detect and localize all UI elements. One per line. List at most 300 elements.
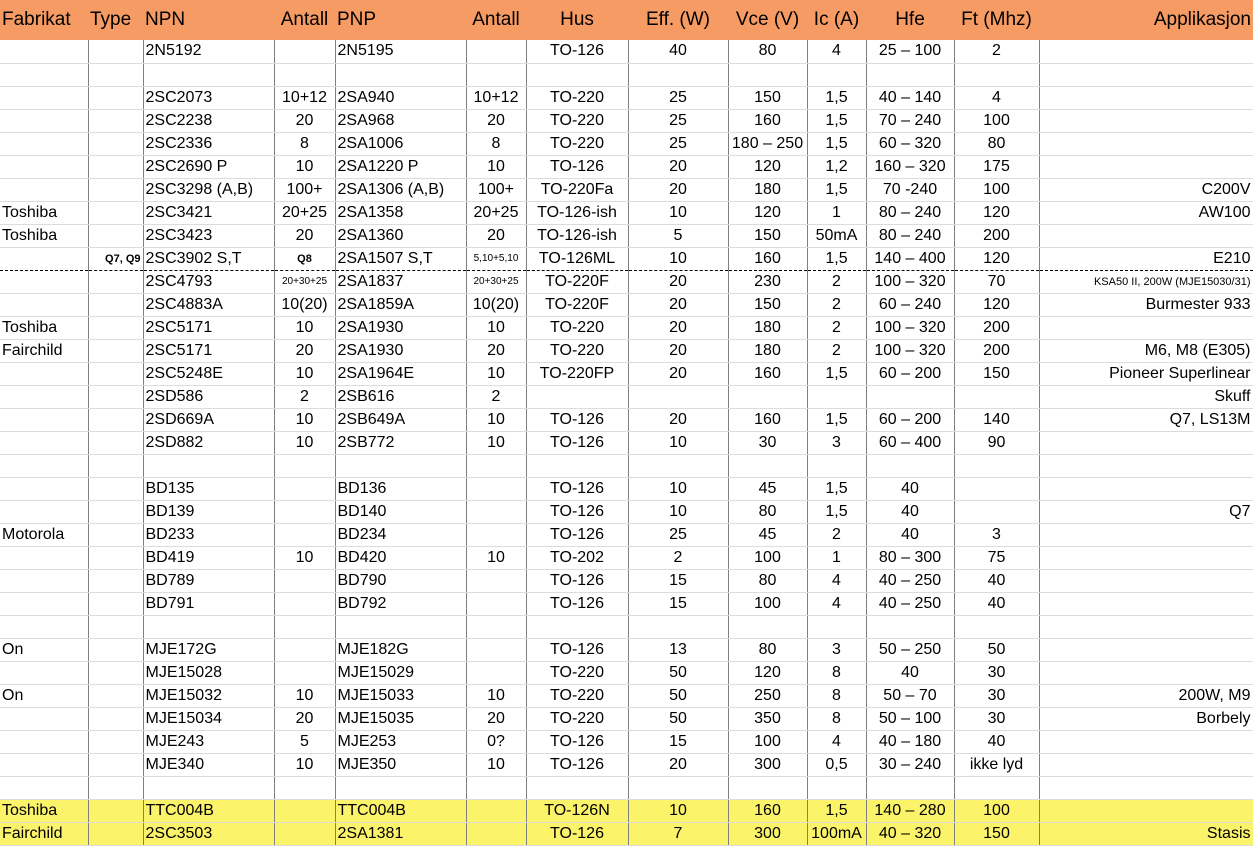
cell-antall-npn[interactable]: 10	[274, 546, 335, 569]
cell-hfe[interactable]: 70 – 240	[866, 109, 954, 132]
cell-ft[interactable]: 3	[954, 523, 1039, 546]
cell-antall-npn[interactable]: 8	[274, 132, 335, 155]
cell-npn[interactable]: BD789	[143, 569, 274, 592]
header-type[interactable]: Type	[90, 9, 132, 30]
cell-hus[interactable]: TO-126	[526, 155, 628, 178]
cell-ft[interactable]: 150	[954, 822, 1039, 845]
cell-hfe[interactable]: 100 – 320	[866, 270, 954, 293]
cell-hus[interactable]: TO-220	[526, 339, 628, 362]
cell-pnp[interactable]: 2N5195	[335, 40, 466, 63]
cell-ft[interactable]	[954, 454, 1039, 477]
cell-npn[interactable]: 2SD586	[143, 385, 274, 408]
cell-fabrikat[interactable]	[0, 247, 88, 270]
cell-ft[interactable]	[954, 63, 1039, 86]
header-hfe[interactable]: Hfe	[895, 9, 925, 30]
cell-eff[interactable]: 25	[628, 109, 728, 132]
cell-hus[interactable]	[526, 454, 628, 477]
cell-hfe[interactable]: 40 – 250	[866, 569, 954, 592]
cell-pnp[interactable]: MJE350	[335, 753, 466, 776]
cell-ft[interactable]: 40	[954, 730, 1039, 753]
cell-eff[interactable]: 5	[628, 224, 728, 247]
cell-type[interactable]	[88, 500, 143, 523]
cell-vce[interactable]: 180	[728, 316, 807, 339]
cell-eff[interactable]: 10	[628, 247, 728, 270]
cell-fabrikat[interactable]	[0, 293, 88, 316]
cell-eff[interactable]: 10	[628, 500, 728, 523]
cell-hus[interactable]: TO-220	[526, 109, 628, 132]
cell-hus[interactable]: TO-126	[526, 569, 628, 592]
cell-pnp[interactable]: 2SA1360	[335, 224, 466, 247]
cell-type[interactable]	[88, 569, 143, 592]
cell-type[interactable]	[88, 408, 143, 431]
cell-antall-npn[interactable]: 10	[274, 684, 335, 707]
cell-antall-npn[interactable]: 10	[274, 753, 335, 776]
cell-hfe[interactable]: 100 – 320	[866, 316, 954, 339]
cell-eff[interactable]: 13	[628, 638, 728, 661]
cell-antall-pnp[interactable]: 20	[466, 707, 526, 730]
cell-applikasjon[interactable]: Q7	[1039, 500, 1253, 523]
cell-fabrikat[interactable]	[0, 500, 88, 523]
cell-ic[interactable]: 1,5	[807, 477, 866, 500]
cell-eff[interactable]: 20	[628, 293, 728, 316]
cell-npn[interactable]: BD139	[143, 500, 274, 523]
cell-vce[interactable]: 230	[728, 270, 807, 293]
cell-pnp[interactable]: BD420	[335, 546, 466, 569]
cell-type[interactable]	[88, 201, 143, 224]
cell-ic[interactable]: 1,5	[807, 109, 866, 132]
cell-fabrikat[interactable]: Fairchild	[0, 339, 88, 362]
cell-antall-pnp[interactable]	[466, 661, 526, 684]
cell-applikasjon[interactable]	[1039, 753, 1253, 776]
cell-vce[interactable]	[728, 776, 807, 799]
cell-ft[interactable]: 4	[954, 86, 1039, 109]
cell-antall-pnp[interactable]	[466, 638, 526, 661]
cell-type[interactable]	[88, 822, 143, 845]
cell-hfe[interactable]: 80 – 240	[866, 201, 954, 224]
cell-type[interactable]	[88, 776, 143, 799]
cell-applikasjon[interactable]	[1039, 224, 1253, 247]
cell-eff[interactable]: 15	[628, 592, 728, 615]
cell-vce[interactable]: 80	[728, 40, 807, 63]
cell-pnp[interactable]: 2SA1306 (A,B)	[335, 178, 466, 201]
cell-type[interactable]	[88, 615, 143, 638]
cell-eff[interactable]: 10	[628, 431, 728, 454]
cell-hfe[interactable]: 100 – 320	[866, 339, 954, 362]
cell-antall-npn[interactable]: 5	[274, 730, 335, 753]
cell-fabrikat[interactable]	[0, 707, 88, 730]
cell-eff[interactable]	[628, 454, 728, 477]
cell-antall-pnp[interactable]: 10	[466, 316, 526, 339]
cell-pnp[interactable]: BD792	[335, 592, 466, 615]
cell-ft[interactable]	[954, 385, 1039, 408]
cell-pnp[interactable]: 2SA1859A	[335, 293, 466, 316]
cell-pnp[interactable]: 2SA968	[335, 109, 466, 132]
cell-pnp[interactable]: 2SB616	[335, 385, 466, 408]
cell-applikasjon[interactable]	[1039, 86, 1253, 109]
cell-hfe[interactable]: 25 – 100	[866, 40, 954, 63]
cell-antall-pnp[interactable]: 10	[466, 362, 526, 385]
cell-hfe[interactable]: 40 – 140	[866, 86, 954, 109]
cell-fabrikat[interactable]: Toshiba	[0, 316, 88, 339]
cell-ic[interactable]: 1,5	[807, 247, 866, 270]
cell-fabrikat[interactable]	[0, 40, 88, 63]
cell-eff[interactable]	[628, 385, 728, 408]
cell-hfe[interactable]	[866, 776, 954, 799]
cell-antall-npn[interactable]	[274, 477, 335, 500]
cell-ft[interactable]: 200	[954, 339, 1039, 362]
cell-eff[interactable]	[628, 776, 728, 799]
cell-antall-npn[interactable]: 10+12	[274, 86, 335, 109]
cell-hfe[interactable]: 50 – 250	[866, 638, 954, 661]
cell-antall-npn[interactable]: 20	[274, 109, 335, 132]
cell-ic[interactable]: 2	[807, 270, 866, 293]
cell-fabrikat[interactable]	[0, 155, 88, 178]
cell-eff[interactable]: 20	[628, 155, 728, 178]
cell-antall-pnp[interactable]	[466, 569, 526, 592]
cell-antall-pnp[interactable]: 20+30+25	[466, 270, 526, 293]
cell-ft[interactable]: 120	[954, 247, 1039, 270]
cell-antall-npn[interactable]	[274, 40, 335, 63]
cell-eff[interactable]	[628, 63, 728, 86]
cell-ic[interactable]: 8	[807, 684, 866, 707]
cell-ic[interactable]: 100mA	[807, 822, 866, 845]
cell-vce[interactable]	[728, 63, 807, 86]
cell-npn[interactable]	[143, 63, 274, 86]
cell-antall-pnp[interactable]: 20+25	[466, 201, 526, 224]
cell-ft[interactable]	[954, 500, 1039, 523]
cell-antall-pnp[interactable]: 2	[466, 385, 526, 408]
cell-applikasjon[interactable]: Pioneer Superlinear	[1039, 362, 1253, 385]
cell-antall-npn[interactable]	[274, 822, 335, 845]
cell-applikasjon[interactable]	[1039, 109, 1253, 132]
cell-applikasjon[interactable]	[1039, 316, 1253, 339]
cell-npn[interactable]: 2SC2073	[143, 86, 274, 109]
cell-npn[interactable]: 2SC3421	[143, 201, 274, 224]
cell-applikasjon[interactable]: Burmester 933	[1039, 293, 1253, 316]
cell-applikasjon[interactable]	[1039, 546, 1253, 569]
cell-hus[interactable]: TO-220	[526, 684, 628, 707]
cell-vce[interactable]	[728, 385, 807, 408]
cell-type[interactable]	[88, 454, 143, 477]
cell-antall-npn[interactable]	[274, 615, 335, 638]
cell-pnp[interactable]: MJE15029	[335, 661, 466, 684]
cell-npn[interactable]: MJE340	[143, 753, 274, 776]
cell-eff[interactable]	[628, 615, 728, 638]
cell-type[interactable]	[88, 155, 143, 178]
cell-ft[interactable]: 75	[954, 546, 1039, 569]
cell-npn[interactable]	[143, 776, 274, 799]
cell-hfe[interactable]: 50 – 100	[866, 707, 954, 730]
cell-applikasjon[interactable]	[1039, 155, 1253, 178]
cell-pnp[interactable]	[335, 615, 466, 638]
cell-applikasjon[interactable]	[1039, 592, 1253, 615]
cell-fabrikat[interactable]	[0, 385, 88, 408]
cell-npn[interactable]: 2SC4883A	[143, 293, 274, 316]
cell-vce[interactable]: 350	[728, 707, 807, 730]
cell-eff[interactable]: 15	[628, 569, 728, 592]
cell-hfe[interactable]: 50 – 70	[866, 684, 954, 707]
cell-eff[interactable]: 10	[628, 477, 728, 500]
cell-antall-npn[interactable]	[274, 500, 335, 523]
cell-ft[interactable]: 80	[954, 132, 1039, 155]
cell-vce[interactable]: 300	[728, 753, 807, 776]
cell-antall-pnp[interactable]: 0?	[466, 730, 526, 753]
cell-antall-npn[interactable]: 10	[274, 408, 335, 431]
cell-ft[interactable]: 90	[954, 431, 1039, 454]
cell-antall-npn[interactable]	[274, 661, 335, 684]
cell-hus[interactable]: TO-220	[526, 86, 628, 109]
cell-antall-npn[interactable]: 100+	[274, 178, 335, 201]
cell-pnp[interactable]: 2SA1930	[335, 316, 466, 339]
cell-fabrikat[interactable]: Toshiba	[0, 799, 88, 822]
cell-applikasjon[interactable]	[1039, 730, 1253, 753]
cell-vce[interactable]: 120	[728, 661, 807, 684]
cell-ft[interactable]: 100	[954, 109, 1039, 132]
cell-pnp[interactable]: 2SA1358	[335, 201, 466, 224]
cell-hus[interactable]: TO-202	[526, 546, 628, 569]
cell-eff[interactable]: 2	[628, 546, 728, 569]
cell-antall-npn[interactable]: 20	[274, 224, 335, 247]
cell-antall-pnp[interactable]	[466, 822, 526, 845]
cell-ft[interactable]: 100	[954, 799, 1039, 822]
cell-hfe[interactable]: 40	[866, 477, 954, 500]
cell-antall-npn[interactable]	[274, 454, 335, 477]
cell-fabrikat[interactable]	[0, 477, 88, 500]
cell-fabrikat[interactable]	[0, 776, 88, 799]
cell-type[interactable]	[88, 477, 143, 500]
cell-vce[interactable]: 300	[728, 822, 807, 845]
cell-fabrikat[interactable]	[0, 270, 88, 293]
cell-antall-pnp[interactable]	[466, 776, 526, 799]
cell-applikasjon[interactable]: Skuff	[1039, 385, 1253, 408]
cell-antall-pnp[interactable]	[466, 40, 526, 63]
cell-hfe[interactable]	[866, 454, 954, 477]
cell-npn[interactable]: BD791	[143, 592, 274, 615]
cell-hus[interactable]: TO-220	[526, 132, 628, 155]
cell-ft[interactable]: ikke lyd	[954, 753, 1039, 776]
cell-antall-npn[interactable]: 20+30+25	[274, 270, 335, 293]
cell-vce[interactable]: 180	[728, 339, 807, 362]
cell-fabrikat[interactable]	[0, 615, 88, 638]
cell-applikasjon[interactable]	[1039, 661, 1253, 684]
cell-npn[interactable]: BD135	[143, 477, 274, 500]
cell-vce[interactable]	[728, 454, 807, 477]
cell-hfe[interactable]: 40 – 320	[866, 822, 954, 845]
cell-ft[interactable]: 30	[954, 707, 1039, 730]
cell-type[interactable]	[88, 523, 143, 546]
cell-hus[interactable]	[526, 776, 628, 799]
cell-pnp[interactable]: BD136	[335, 477, 466, 500]
cell-fabrikat[interactable]	[0, 730, 88, 753]
cell-hfe[interactable]: 40	[866, 523, 954, 546]
cell-eff[interactable]: 20	[628, 362, 728, 385]
cell-antall-pnp[interactable]: 10	[466, 431, 526, 454]
cell-ic[interactable]: 1,5	[807, 86, 866, 109]
cell-ic[interactable]	[807, 615, 866, 638]
header-applikasjon[interactable]: Applikasjon	[1153, 9, 1251, 30]
cell-antall-npn[interactable]: 20	[274, 707, 335, 730]
cell-fabrikat[interactable]	[0, 661, 88, 684]
cell-applikasjon[interactable]	[1039, 615, 1253, 638]
cell-hus[interactable]: TO-220Fa	[526, 178, 628, 201]
cell-hus[interactable]: TO-126	[526, 592, 628, 615]
header-antall-pnp[interactable]: Antall	[472, 9, 520, 30]
cell-npn[interactable]: BD233	[143, 523, 274, 546]
cell-ic[interactable]	[807, 63, 866, 86]
cell-type[interactable]	[88, 799, 143, 822]
cell-ic[interactable]: 1,2	[807, 155, 866, 178]
cell-ic[interactable]: 4	[807, 40, 866, 63]
cell-eff[interactable]: 25	[628, 132, 728, 155]
cell-ic[interactable]: 2	[807, 523, 866, 546]
cell-applikasjon[interactable]: Stasis	[1039, 822, 1253, 845]
header-hus[interactable]: Hus	[560, 9, 594, 30]
cell-pnp[interactable]: TTC004B	[335, 799, 466, 822]
cell-applikasjon[interactable]	[1039, 799, 1253, 822]
cell-pnp[interactable]: MJE253	[335, 730, 466, 753]
cell-type[interactable]	[88, 638, 143, 661]
cell-hfe[interactable]: 40	[866, 661, 954, 684]
cell-antall-pnp[interactable]: 10	[466, 155, 526, 178]
cell-hfe[interactable]	[866, 385, 954, 408]
cell-npn[interactable]: 2SC2690 P	[143, 155, 274, 178]
cell-applikasjon[interactable]	[1039, 431, 1253, 454]
cell-type[interactable]	[88, 339, 143, 362]
cell-fabrikat[interactable]	[0, 362, 88, 385]
cell-antall-pnp[interactable]	[466, 523, 526, 546]
cell-ic[interactable]: 2	[807, 316, 866, 339]
cell-vce[interactable]: 160	[728, 362, 807, 385]
cell-antall-pnp[interactable]: 20	[466, 339, 526, 362]
cell-antall-pnp[interactable]: 100+	[466, 178, 526, 201]
cell-antall-npn[interactable]	[274, 523, 335, 546]
cell-npn[interactable]: TTC004B	[143, 799, 274, 822]
cell-antall-npn[interactable]	[274, 776, 335, 799]
cell-ft[interactable]	[954, 477, 1039, 500]
cell-hus[interactable]: TO-126	[526, 523, 628, 546]
cell-antall-pnp[interactable]: 20	[466, 224, 526, 247]
cell-vce[interactable]: 120	[728, 155, 807, 178]
cell-type[interactable]	[88, 224, 143, 247]
cell-antall-pnp[interactable]: 8	[466, 132, 526, 155]
cell-antall-npn[interactable]	[274, 63, 335, 86]
cell-hfe[interactable]: 40 – 250	[866, 592, 954, 615]
cell-hus[interactable]	[526, 615, 628, 638]
cell-eff[interactable]: 25	[628, 86, 728, 109]
cell-antall-pnp[interactable]	[466, 477, 526, 500]
cell-npn[interactable]: MJE15034	[143, 707, 274, 730]
cell-ft[interactable]: 30	[954, 661, 1039, 684]
cell-vce[interactable]: 160	[728, 109, 807, 132]
cell-type[interactable]	[88, 293, 143, 316]
cell-npn[interactable]	[143, 615, 274, 638]
cell-fabrikat[interactable]: Toshiba	[0, 201, 88, 224]
cell-applikasjon[interactable]: Q7, LS13M	[1039, 408, 1253, 431]
cell-antall-npn[interactable]: 10	[274, 155, 335, 178]
cell-vce[interactable]: 150	[728, 293, 807, 316]
cell-applikasjon[interactable]: 200W, M9	[1039, 684, 1253, 707]
cell-eff[interactable]: 20	[628, 178, 728, 201]
cell-fabrikat[interactable]	[0, 569, 88, 592]
cell-npn[interactable]	[143, 454, 274, 477]
cell-ic[interactable]: 3	[807, 638, 866, 661]
header-ic[interactable]: Ic (A)	[813, 9, 860, 30]
cell-pnp[interactable]	[335, 454, 466, 477]
cell-hfe[interactable]: 40 – 180	[866, 730, 954, 753]
cell-antall-pnp[interactable]: 10	[466, 753, 526, 776]
cell-fabrikat[interactable]	[0, 431, 88, 454]
cell-applikasjon[interactable]	[1039, 63, 1253, 86]
cell-antall-npn[interactable]: 2	[274, 385, 335, 408]
cell-ic[interactable]: 1	[807, 201, 866, 224]
cell-hus[interactable]: TO-220	[526, 661, 628, 684]
cell-ic[interactable]: 50mA	[807, 224, 866, 247]
cell-applikasjon[interactable]	[1039, 569, 1253, 592]
cell-vce[interactable]: 150	[728, 224, 807, 247]
cell-vce[interactable]: 180 – 250	[728, 132, 807, 155]
cell-ft[interactable]: 30	[954, 684, 1039, 707]
cell-fabrikat[interactable]: On	[0, 638, 88, 661]
cell-pnp[interactable]: MJE15033	[335, 684, 466, 707]
cell-fabrikat[interactable]	[0, 63, 88, 86]
cell-antall-npn[interactable]: 20	[274, 339, 335, 362]
cell-ic[interactable]	[807, 776, 866, 799]
cell-ft[interactable]: 40	[954, 592, 1039, 615]
cell-ic[interactable]: 1,5	[807, 178, 866, 201]
cell-vce[interactable]: 250	[728, 684, 807, 707]
cell-antall-pnp[interactable]	[466, 500, 526, 523]
cell-antall-pnp[interactable]: 10+12	[466, 86, 526, 109]
cell-vce[interactable]: 45	[728, 523, 807, 546]
cell-hfe[interactable]: 60 – 200	[866, 362, 954, 385]
cell-type[interactable]	[88, 684, 143, 707]
cell-vce[interactable]: 45	[728, 477, 807, 500]
cell-hfe[interactable]	[866, 63, 954, 86]
cell-npn[interactable]: BD419	[143, 546, 274, 569]
cell-ft[interactable]: 100	[954, 178, 1039, 201]
cell-vce[interactable]: 180	[728, 178, 807, 201]
cell-eff[interactable]: 50	[628, 707, 728, 730]
cell-fabrikat[interactable]	[0, 86, 88, 109]
cell-pnp[interactable]	[335, 63, 466, 86]
cell-hus[interactable]: TO-126	[526, 638, 628, 661]
cell-antall-pnp[interactable]: 10	[466, 684, 526, 707]
cell-type[interactable]	[88, 592, 143, 615]
cell-ft[interactable]	[954, 615, 1039, 638]
cell-ic[interactable]: 3	[807, 431, 866, 454]
cell-ft[interactable]: 150	[954, 362, 1039, 385]
cell-hus[interactable]	[526, 385, 628, 408]
cell-applikasjon[interactable]: E210	[1039, 247, 1253, 270]
cell-type[interactable]	[88, 385, 143, 408]
cell-hus[interactable]: TO-126-ish	[526, 201, 628, 224]
cell-pnp[interactable]: 2SA940	[335, 86, 466, 109]
cell-pnp[interactable]: 2SB772	[335, 431, 466, 454]
cell-eff[interactable]: 50	[628, 661, 728, 684]
cell-vce[interactable]: 80	[728, 638, 807, 661]
cell-npn[interactable]: 2SC5171	[143, 316, 274, 339]
cell-antall-pnp[interactable]: 5,10+5,10	[466, 247, 526, 270]
cell-fabrikat[interactable]: Motorola	[0, 523, 88, 546]
cell-eff[interactable]: 20	[628, 408, 728, 431]
cell-type[interactable]	[88, 132, 143, 155]
cell-hus[interactable]	[526, 63, 628, 86]
cell-hus[interactable]: TO-126-ish	[526, 224, 628, 247]
cell-antall-npn[interactable]	[274, 638, 335, 661]
cell-fabrikat[interactable]: Toshiba	[0, 224, 88, 247]
cell-hus[interactable]: TO-220F	[526, 293, 628, 316]
cell-hus[interactable]: TO-126	[526, 477, 628, 500]
